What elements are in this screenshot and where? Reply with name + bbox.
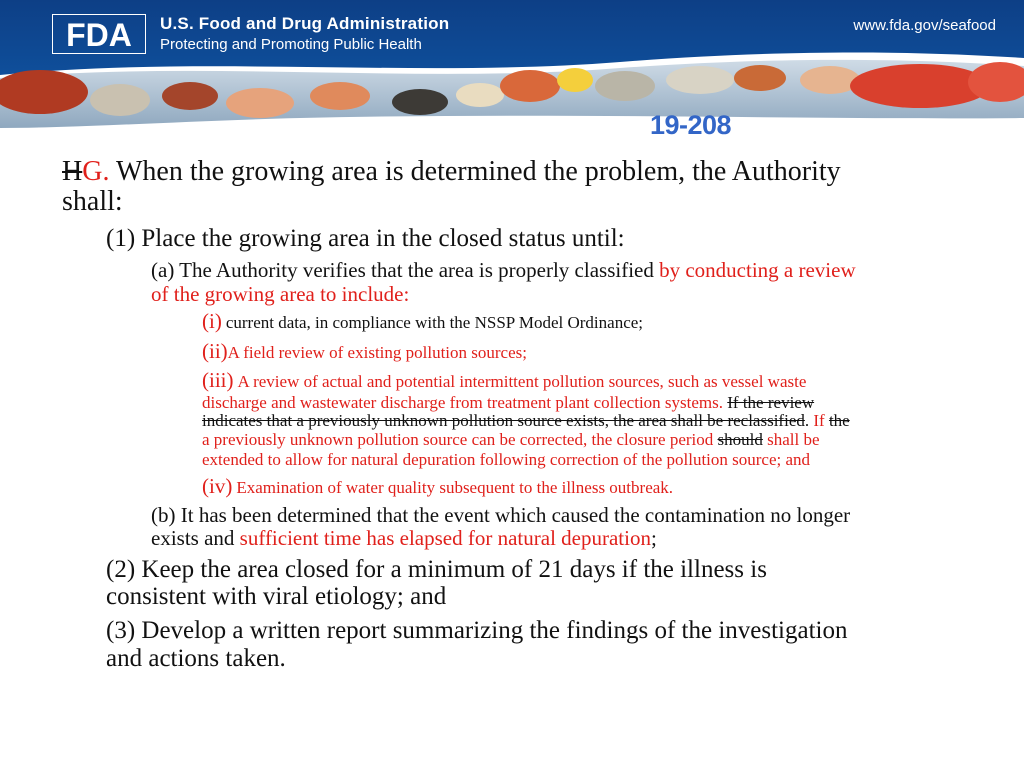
agency-block [160,14,449,53]
subitem-a-line2: of the growing area to include: [151,282,410,306]
agency-tagline: Protecting and Promoting Public Health [160,36,422,53]
subitem-b-line1: (b) It has been determined that the event which caused the contamination no longer [151,503,851,527]
fda-logo [52,14,146,54]
clause-iii-line3: indicates that a previously unknown pollution source exists, the area shall be reclassified. If the [202,411,850,430]
item-3-line2: and actions taken. [106,645,286,672]
clause-iii-line1: (iii) A review of actual and potential intermittent pollution sources, such as vessel waste [202,368,807,392]
item-2-line2: consistent with viral etiology; and [106,583,447,610]
item-3-line1: (3) Develop a written report summarizing the findings of the investigation [106,617,848,644]
header-banner [0,0,1024,140]
clause-iii-line4: a previously unknown pollution source can be corrected, the closure period should shall be [202,430,820,449]
subitem-b-line2: exists and sufficient time has elapsed for natural depuration; [151,526,657,550]
slide-number: 19-208 [650,110,732,140]
agency-name: U.S. Food and Drug Administration [160,14,450,33]
heading-g-line2: shall: [62,186,123,217]
svg-text:FDA: FDA [66,17,132,53]
item-2-line1: (2) Keep the area closed for a minimum of 21 days if the illness is [106,556,767,583]
site-url[interactable]: www.fda.gov/seafood [853,17,996,34]
clause-iv: (iv) Examination of water quality subsequent to the illness outbreak. [202,474,674,498]
clause-i: (i) current data, in compliance with the NSSP Model Ordinance; [202,309,644,333]
clause-ii: (ii)A field review of existing pollution sources; [202,339,527,363]
clause-iii-line2: discharge and wastewater discharge from treatment plant collection systems. If the review [202,393,815,412]
clause-iii-line5: extended to allow for natural depuration following correction of the pollution source; and [202,450,811,469]
subitem-a-line1: (a) The Authority verifies that the area is properly classified by conducting a review [151,258,856,282]
item-1: (1) Place the growing area in the closed status until: [106,225,625,252]
heading-g-line1: HG. When the growing area is determined the problem, the Authority [62,156,841,187]
